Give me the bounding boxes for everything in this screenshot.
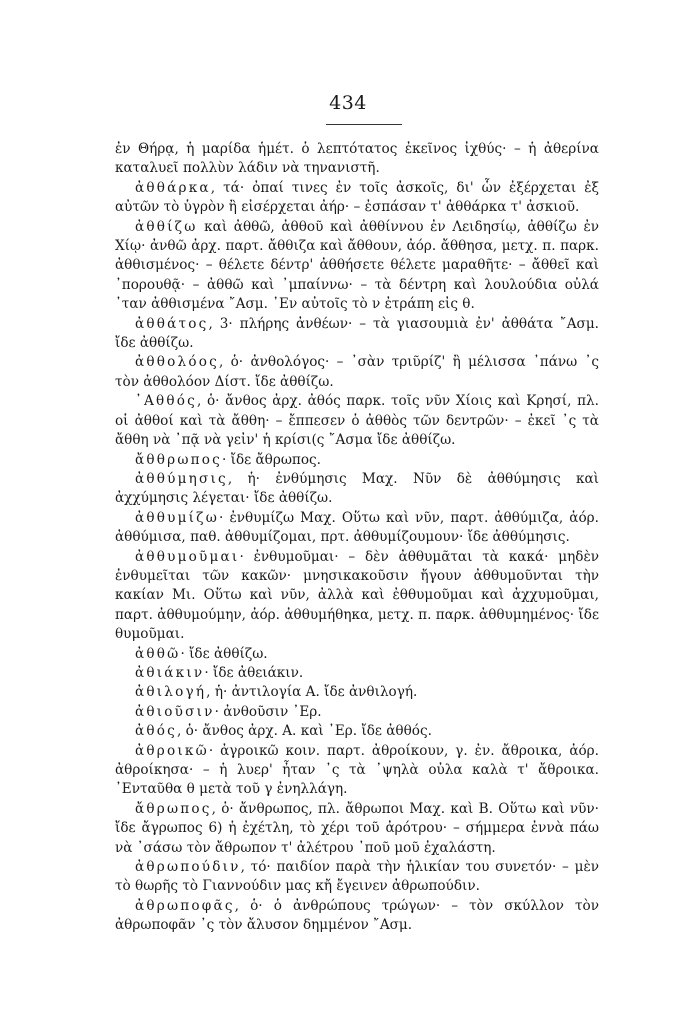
- entry-text: καὶ ἀθθῶ, ἀθθοῦ καὶ ἀθθίννου ἐν Λειδησίῳ, ἀθθίζω ἐν Χίῳ· ἀνθῶ ἀρχ. παρτ. ἄθθιζα καὶ ἄθθουν, ἀόρ. ἄθθησα, μετχ. π. παρκ. ἀθθισμένος· – θέλετε δέντρ' ἀθθήσετε θέλετε μαραθῆτε· – ἄθθεῖ καὶ ᾽πορουθᾷ· – ἀθθῶ καὶ ᾽μπαίννω· – τὰ δέντρη καὶ λουλούδια οὐλά ᾽ταν ἀθθισμένα ῎Ασμ. ᾽Εν αὐτοῖς τὸ ν ἐτράπη εἰς θ.: [115, 218, 599, 313]
- dictionary-entry: [115, 179, 599, 218]
- entry-headword: ἀθός: [135, 723, 177, 740]
- entry-headword: ἀθιοῦσιν: [135, 703, 215, 720]
- dictionary-entry: [115, 470, 599, 509]
- entry-text: , τά· ὀπαί τινες ἐν τοῖς ἀσκοῖς, δι' ὧν ἐξέρχεται ἐξ αὐτῶν τὸ ὑγρὸν ἢ εἰσέρχεται ἀήρ· – ἐσπάσαν τ' ἀθθάρκα τ' ἀσκιοῦ.: [115, 179, 599, 216]
- entry-headword: ἀθθῶ: [135, 645, 181, 662]
- entry-headword: ἀθροικῶ: [135, 742, 209, 759]
- dictionary-entry: [115, 315, 599, 354]
- entry-headword: ἀθθίζω: [135, 218, 198, 235]
- entry-headword: ἀθρωπούδιν: [135, 859, 241, 876]
- entry-headword: ἀθιλογή: [135, 684, 207, 701]
- dictionary-entry: [115, 742, 599, 800]
- dictionary-entry: [115, 645, 599, 664]
- entry-text: , 3· πλήρης ἀνθέων· – τὰ γιασουμιὰ ἐν' ἀθθάτα ῎Ασμ. ἴδε ἀθθίζω.: [115, 315, 599, 352]
- dictionary-entry: [115, 703, 599, 722]
- dictionary-entry: [115, 858, 599, 897]
- entry-headword: ἀθθυμοῦμαι: [135, 548, 240, 565]
- entry-text: · ἐνθυμίζω Μαχ. Οὕτω καὶ νῦν, παρτ. ἀθθύμιζα, ἀόρ. ἀθθύμισα, παθ. ἀθθυμίζομαι, πρτ. ἀθθυμίζουμουν· ἴδε ἀθθύμησις.: [115, 509, 599, 546]
- dictionary-entry: [115, 548, 599, 645]
- entry-headword: ἄθθρωπος: [135, 451, 222, 468]
- entry-text: , ὁ· ὁ ἀνθρώπους τρώγων· – τὸν σκύλλον τὸν ἀθρωποφᾶν ᾽ς τὸν ἄλυσον δημμένον ῎Ασμ.: [115, 897, 599, 934]
- entry-headword: ἀθιάκιν: [135, 664, 205, 681]
- dictionary-entry: [115, 683, 599, 702]
- dictionary-text: [115, 140, 599, 936]
- dictionary-entry: [115, 664, 599, 683]
- dictionary-entry: [115, 800, 599, 858]
- entry-text: · ἐνθυμοῦμαι· – δὲν ἀθθυμᾶται τὰ κακά· μηδὲν ἐνθυμεῖται τῶν κακῶν· μνησικακοῦσιν ἤγουν ἀθθυμοῦνται τὴν κακίαν Μι. Οὕτω καὶ νῦν, ἀλλὰ καὶ ἐθθυμοῦμαι καὶ ἀχχυμοῦμαι, παρτ. ἀθθυμούμην, ἀόρ. ἀθθυμήθηκα, μετχ. π. παρκ. ἀθθυμημένος· ἴδε θυμοῦμαι.: [115, 548, 599, 643]
- dictionary-entry: [115, 722, 599, 741]
- page-number: 434: [329, 92, 367, 114]
- entry-text: , ἡ· ἀντιλογία Α. ἴδε ἀνθιλογή.: [206, 684, 418, 701]
- dictionary-entry: [115, 353, 599, 392]
- entry-text: · ἀγροικῶ κοιν. παρτ. ἀθροίκουν, γ. ἐν. ἄθροικα, ἀόρ. ἀθροίκησα· – ἡ λυερ' ἦταν ᾽ς τὰ ᾽ψηλὰ οὐλα καλὰ τ' ἄθροικα. ᾽Ενταῦθα θ μετὰ τοῦ γ ἐνηλλάγη.: [115, 742, 599, 798]
- entry-headword: ἀθθολόος: [135, 354, 219, 371]
- page-number-rule: [326, 124, 402, 125]
- entry-text: , ὁ· ἀνθολόγος· – ᾽σὰν τριῦρίζ' ἢ μέλισσα ᾽πάνω ᾽ς τὸν ἀθθολόον Δίστ. ἴδε ἀθθίζω.: [115, 354, 599, 390]
- dictionary-entry: [115, 897, 599, 936]
- entry-headword: ἀθθυμίζω: [135, 509, 220, 526]
- entry-text: · ἴδε ἄθρωπος.: [221, 451, 321, 468]
- entry-headword: ἀθρωποφᾶς: [135, 897, 235, 914]
- entry-headword: ᾽Αθθός: [135, 393, 197, 410]
- entry-headword: ἀθθάτος: [135, 315, 209, 332]
- entry-headword: ἀθθάρκα: [135, 179, 211, 196]
- dictionary-entry: [115, 218, 599, 315]
- dictionary-entry: [115, 509, 599, 548]
- entry-text: ἐν Θήρᾳ, ἡ μαρίδα ἡμέτ. ὁ λεπτότατος ἐκεῖνος ἰχθύς· – ἡ ἀθερίνα καταλυεῖ πολλὺν λάδιν νὰ τηνανιστῆ.: [115, 141, 599, 177]
- entry-text: · ἀνθοῦσιν ᾽Ερ.: [214, 703, 322, 720]
- dictionary-entry: [115, 451, 599, 470]
- entry-text: , ἡ· ἐνθύμησις Μαχ. Νῦν δὲ ἀθθύμησις καὶ ἀχχύμησις λέγεται· ἴδε ἀθθίζω.: [115, 470, 599, 507]
- dictionary-entry-continued: [115, 140, 599, 179]
- entry-headword: ἄθρωπος: [135, 800, 212, 817]
- entry-headword: ἀθθύμησις: [135, 470, 228, 487]
- entry-text: , ὁ· ἄνθος ἀρχ. Α. καὶ ᾽Ερ. ἴδε ἀθθός.: [176, 723, 432, 740]
- entry-text: , ὁ· ἄνθος ἀρχ. ἀθός παρκ. τοῖς νῦν Χίοις καὶ Κρησί, πλ. οἱ ἀθθοί καὶ τὰ ἄθθη· – ἔππεσεν ὁ ἀθθὸς τῶν δεντρῶν· – ἐκεῖ ᾽ς τὰ ἄθθη νὰ ᾽πᾷ νὰ γεἰν' ἡ κρίσι(ς ῎Ασμα ἴδε ἀθθίζω.: [115, 393, 599, 449]
- entry-text: , τό· παιδίον παρὰ τὴν ἡλικίαν του συνετόν· – μὲν τὸ θωρῆς τὸ Γιαννούδιν μας κἤ ἔγεινεν ἀθρωπούδιν.: [115, 859, 599, 895]
- entry-text: · ἴδε ἀθθίζω.: [180, 645, 268, 662]
- entry-text: , ὁ· ἄνθρωπος, πλ. ἄθρωποι Μαχ. καὶ Β. Οὕτω καὶ νῦν· ἴδε ἄγρωπος 6) ἡ ἐχέτλη, τὸ χέρι τοῦ ἀρότρου· – σήμμερα ἐννὰ πάω νὰ ᾽σάσω τὸν ἄθρωπον τ' ἀλέτρου ᾽ποῦ μοῦ ἐχαλάστη.: [115, 800, 599, 856]
- entry-text: · ἴδε ἀθειάκιν.: [204, 664, 304, 681]
- dictionary-entry: [115, 392, 599, 450]
